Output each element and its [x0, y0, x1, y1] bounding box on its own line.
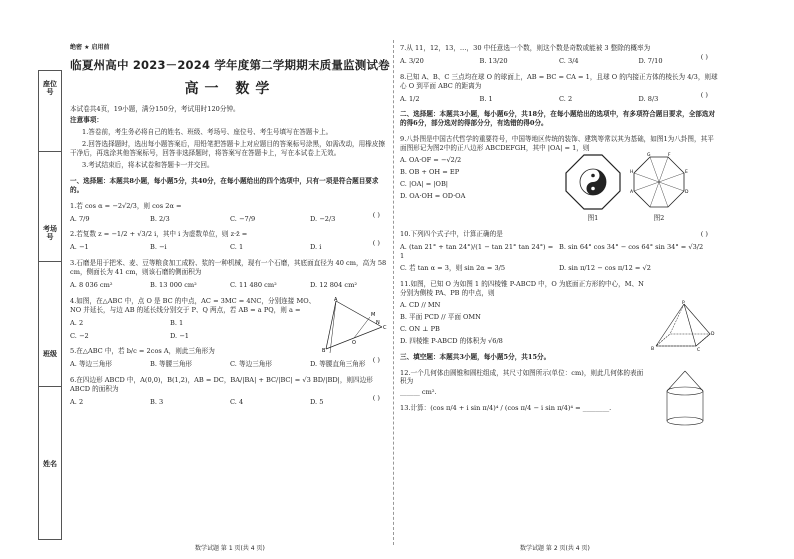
room-label: 考场号	[43, 225, 57, 241]
q2-option-a: A. −1	[70, 243, 89, 252]
question-8: 8.已知 A、B、C 三点均在球 O 的球面上，AB = BC = CA = 1，且球 O 的内接正方体的棱长为 4/3，则球心 O 到平面 ABC 的距离为 ( ) A. 1/2 B. 1 C. 2 D. 8/3	[400, 72, 718, 103]
note-2: 2.回答选择题时，选出每小题答案后，用铅笔把答题卡上对应题目的答案标号涂黑，如需改动，用橡皮擦干净后，再选涂其他答案标号，回答非选择题时，将答案写在答题卡上，写在本试卷上无效。	[70, 140, 386, 158]
svg-text:A: A	[334, 296, 338, 303]
question-12-stem: 12.一个几何体由圆锥和圆柱组成，其尺寸如图所示(单位：cm)，则此几何体的表面积为	[400, 368, 644, 386]
bagua-icon	[564, 153, 622, 211]
q13-end: .	[609, 404, 612, 413]
name-label: 姓名	[43, 460, 57, 468]
question-2: 2.若复数 z = −1/2 + √3/2 i，其中 i 为虚数单位，则 z·z̄ = ( ) A. −1 B. −i C. 1 D. i	[70, 230, 390, 252]
footer-right: 数学试题 第 2 页(共 4 页)	[520, 545, 590, 552]
q7-option-c: C. 3/4	[559, 56, 579, 65]
svg-text:F: F	[668, 153, 671, 159]
q11-option-c: C. ON ⊥ PB	[400, 324, 440, 333]
right-page	[400, 44, 718, 413]
question-3	[70, 259, 390, 290]
question-5: 5.在△ABC 中，若 b/c = 2cos A，则此三角形为 ( ) A. 等边三角形 B. 等腰三角形 C. 等边三角形 D. 等腰直角三角形	[70, 347, 390, 369]
q5-option-b: B. 等腰三角形	[150, 360, 193, 369]
svg-text:D: D	[685, 190, 689, 196]
q1-option-c: C. −7/9	[230, 214, 256, 223]
svg-text:C: C	[697, 348, 701, 354]
svg-text:G: G	[647, 153, 651, 159]
q2-option-c: C. 1	[230, 243, 244, 252]
svg-text:H: H	[630, 170, 634, 176]
notes-title: 注意事项：	[70, 116, 103, 125]
seat-label: 座位号	[43, 80, 57, 96]
q6-option-b: B. 3	[150, 397, 164, 406]
q8-option-b: B. 1	[479, 94, 493, 103]
q3-option-d: D. 12 804 cm²	[310, 280, 357, 289]
question-11-stem: 11.如图，已知 O 为如图 1 的四棱锥 P-ABCD 中，O 为底面正方形的中心，M、N 分别为侧棱 PA、PB 的中点，则	[400, 280, 644, 298]
svg-text:P: P	[682, 301, 685, 307]
footer-left: 数学试题 第 1 页(共 4 页)	[195, 545, 265, 552]
exam-title: 临夏州高中 2023－2024 学年度第二学期期末质量监测试卷	[70, 58, 390, 73]
figure-2-label: 图2	[653, 213, 665, 222]
question-1-stem: 1.若 cos α = −2√2/3，则 cos 2α =	[70, 201, 182, 210]
q4-option-a: A. 2	[70, 318, 84, 327]
question-4-stem: 4.如图，在△ABC 中，点 O 是 BC 的中点，AC = 3MC = 4NC，分别连接 MO、NO 并延长，与边 AB 的延长线分别交于 P、Q 两点，若 AB = a PQ，则 a =	[70, 296, 316, 314]
q3-option-a: A. 8 036 cm²	[70, 280, 113, 289]
svg-text:E: E	[685, 170, 688, 176]
q5-option-d: D. 等腰直角三角形	[310, 360, 366, 369]
question-13-stem: 13.计算：(cos π/4 + i sin π/4)⁴ / (cos π/4 − i sin π/4)⁴ =	[400, 404, 581, 413]
svg-text:M: M	[371, 311, 376, 318]
room-cell	[39, 151, 61, 262]
question-6-stem: 6.在四边形 ABCD 中，A(0,0)，B(1,2)，AB = DC，BA/|BA| + BC/|BC| = √3 BD/|BD|，则四边形 ABCD 的面积为	[70, 376, 373, 394]
binding-strip	[38, 70, 62, 540]
section-3-heading: 三、填空题：本题共3小题，每小题5分，共15分。	[400, 352, 551, 361]
question-5-stem: 5.在△ABC 中，若 b/c = 2cos A，则此三角形为	[70, 347, 215, 356]
question-13: 13.计算：(cos π/4 + i sin π/4)⁴ / (cos π/4 − i sin π/4)⁴ = ________.	[400, 404, 612, 413]
triangle-figure	[322, 297, 390, 355]
figure-1	[564, 153, 622, 223]
pyramid-figure	[650, 302, 716, 352]
q9-option-c: C. |OA| = |OB|	[400, 179, 449, 188]
q3-option-b: B. 13 000 cm²	[150, 280, 197, 289]
q1-option-d: D. −2/3	[310, 214, 336, 223]
q7-option-a: A. 3/20	[400, 56, 424, 65]
q4-option-b: B. 1	[170, 318, 184, 327]
question-10: 10.下列四个式子中，计算正确的是 ( ) A. (tan 21° + tan 24°)/(1 − tan 21° tan 24°) = 1 B. sin 64° cos 34° − cos 64° sin 34° = √3/2 C. 若 tan α = 3，则 sin 2α = 3/5 D. sin π/12 − cos π/12 = √2	[400, 230, 718, 274]
svg-text:B: B	[322, 347, 326, 354]
name-cell	[39, 386, 61, 539]
question-9	[400, 135, 718, 223]
q7-option-d: D. 7/10	[638, 56, 663, 65]
q2-option-b: B. −i	[150, 243, 167, 252]
question-1: 1.若 cos α = −2√2/3，则 cos 2α = ( ) A. 7/9 B. 2/3 C. −7/9 D. −2/3	[70, 202, 390, 224]
q2-option-d: D. i	[310, 243, 322, 252]
question-7-stem: 7.从 11，12，13，…，30 中任意选一个数，则这个数是奇数或能被 3 整除的概率为	[400, 44, 651, 52]
q6-option-d: D. 5	[310, 397, 324, 406]
q9-option-a: A. OA·OF = −√2/2	[400, 156, 462, 165]
question-2-stem: 2.若复数 z = −1/2 + √3/2 i，其中 i 为虚数单位，则 z·z̄ =	[70, 230, 248, 239]
q5-option-a: A. 等边三角形	[70, 360, 112, 369]
q10-option-d: D. sin π/12 − cos π/12 = √2	[559, 264, 651, 273]
q10-option-b: B. sin 64° cos 34° − cos 64° sin 34° = √3/2	[559, 242, 704, 251]
q8-option-c: C. 2	[559, 94, 573, 103]
secret-mark: 绝密 ★ 启用前	[70, 44, 110, 51]
section-1-heading: 一、选择题：本题共8小题，每小题5分，共40分，在每小题给出的四个选项中，只有一项是符合题目要求的。	[70, 176, 379, 194]
class-cell	[39, 261, 61, 387]
q9-option-d: D. OA·OH = OD·OA	[400, 191, 466, 200]
left-page	[70, 44, 390, 407]
octagon-icon	[630, 153, 688, 211]
note-3: 3.考试结束后，将本试卷和答题卡一并交回。	[82, 160, 214, 169]
q10-option-a: A. (tan 21° + tan 24°)/(1 − tan 21° tan 24°) = 1	[400, 242, 554, 260]
svg-text:A: A	[630, 190, 634, 196]
q11-option-b: B. 平面 PCD // 平面 OMN	[400, 313, 481, 322]
q8-option-d: D. 8/3	[638, 94, 659, 103]
svg-text:B: B	[651, 347, 655, 353]
q8-option-a: A. 1/2	[400, 94, 420, 103]
svg-text:D: D	[711, 332, 715, 338]
question-7: 7.从 11，12，13，…，30 中任意选一个数，则这个数是奇数或能被 3 整除的概率为 ( ) A. 3/20 B. 13/20 C. 3/4 D. 7/10	[400, 44, 718, 66]
class-label: 班级	[43, 350, 57, 358]
section-2-heading: 二、选择题：本题共3小题，每小题6分，共18分，在每小题给出的选项中，有多项符合题目要求，全部选对的得6分，部分选对的得部分分，有选错的得0分。	[400, 110, 716, 128]
page-divider	[393, 40, 394, 545]
q5-option-c: C. 等边三角形	[230, 360, 272, 369]
question-12: 12.一个几何体由圆锥和圆柱组成，其尺寸如图所示(单位：cm)，则此几何体的表面积为 ______ cm².	[400, 369, 718, 398]
cone-cylinder-figure	[662, 369, 708, 429]
seat-cell	[39, 71, 61, 152]
question-11	[400, 280, 718, 354]
q11-option-d: D. 四棱锥 P-ABCD 的体积为 √6/8	[400, 336, 503, 345]
q4-option-d: D. −1	[170, 331, 189, 340]
q9-option-b: B. OB + OH = EP	[400, 167, 460, 176]
q3-option-c: C. 11 480 cm²	[230, 280, 277, 289]
q12-unit: cm².	[421, 388, 437, 397]
exam-intro: 本试卷共4页，19小题，满分150分，考试用时120分钟。	[70, 104, 240, 113]
question-10-stem: 10.下列四个式子中，计算正确的是	[400, 229, 503, 238]
q1-option-a: A. 7/9	[70, 214, 90, 223]
figure-1-label: 图1	[587, 213, 599, 222]
figure-2	[630, 153, 688, 223]
note-1: 1.答卷前，考生务必将自己的姓名、班级、考场号、座位号、考生号填写在答题卡上。	[82, 128, 333, 137]
q10-option-c: C. 若 tan α = 3，则 sin 2α = 3/5	[400, 264, 506, 273]
q6-option-a: A. 2	[70, 397, 84, 406]
q7-option-b: B. 13/20	[479, 56, 508, 65]
question-3-stem: 3.石磨是用于把米、麦、豆等粮食加工成粉、浆的一种机械，现有一个石磨，其底面直径为 40 cm，高为 58 cm，侧面长为 41 cm，则该石磨的侧面积为	[70, 259, 387, 277]
svg-text:O: O	[352, 339, 356, 346]
svg-text:C: C	[383, 324, 387, 331]
question-9-stem: 9.八卦图是中国古代哲学的重要符号，中国等地区传统的装饰、建筑等常以其为基础，如图1为八卦图，其平面图形记为图2中的正八边形 ABCDEFGH，其中 |OA| = 1，则	[400, 135, 714, 153]
question-8-stem: 8.已知 A、B、C 三点均在球 O 的球面上，AB = BC = CA = 1，且球 O 的内接正方体的棱长为 4/3，则球心 O 到平面 ABC 的距离为	[400, 72, 718, 90]
q11-option-a: A. CD // MN	[400, 301, 441, 310]
svg-text:N: N	[376, 319, 380, 326]
q1-option-b: B. 2/3	[150, 214, 170, 223]
q4-option-c: C. −2	[70, 331, 89, 340]
exam-subject: 高一 数学	[184, 80, 276, 97]
question-6: 6.在四边形 ABCD 中，A(0,0)，B(1,2)，AB = DC，BA/|BA| + BC/|BC| = √3 BD/|BD|，则四边形 ABCD 的面积为 ( ) A. 2 B. 3 C. 4 D. 5	[70, 376, 390, 407]
q6-option-c: C. 4	[230, 397, 244, 406]
